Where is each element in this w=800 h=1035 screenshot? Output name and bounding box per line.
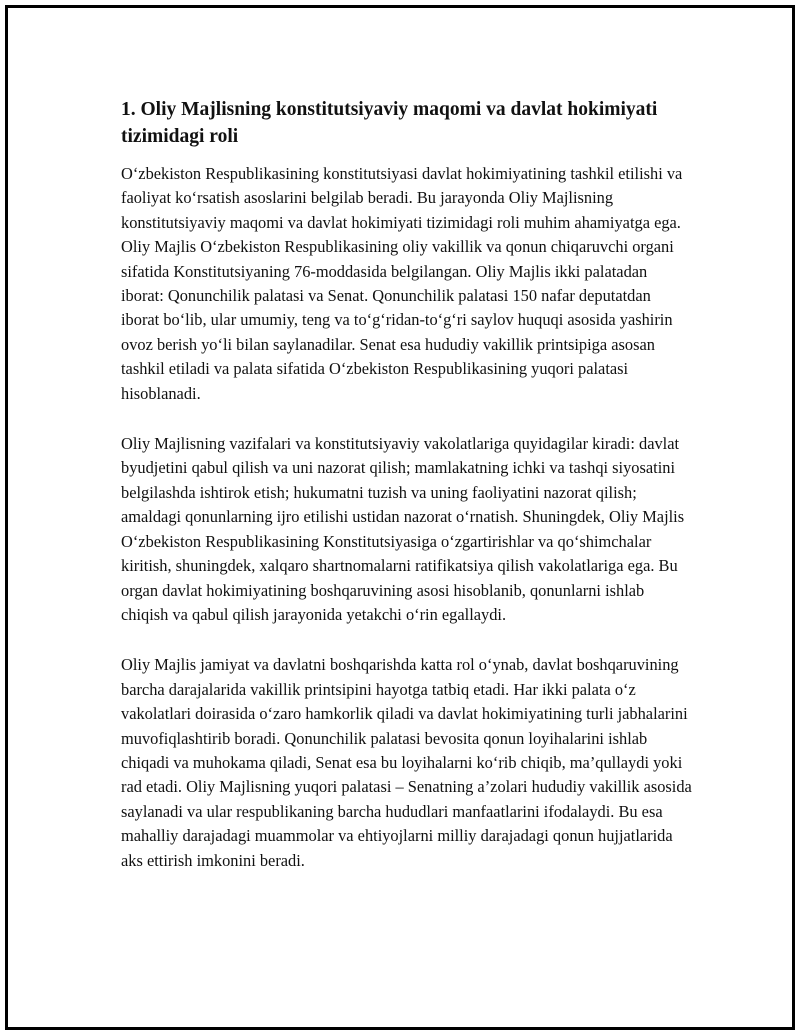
document-title: 1. Oliy Majlisning konstitutsiyaviy maqomi va davlat hokimiyati tizimidagi roli <box>121 99 658 147</box>
paragraph: O‘zbekiston Respublikasining konstitutsiyasi davlat hokimiyatining tashkil etilishi va faoliyat ko‘rsatish asoslarini belgilab beradi. Bu jarayonda Oliy Majlisning konstitutsiyaviy maqomi va davlat hokimiyati tizimidagi roli muhim ahamiyatga ega. Oliy Majlis O‘zbekiston Respublikasining oliy vakillik va qonun chiqaruvchi organi sifatida Konstitutsiyaning 76-moddasida belgilangan. Oliy Majlis ikki palatadan iborat: Qonunchilik palatasi va Senat. Qonunchilik palatasi 150 nafar deputatdan iborat bo‘lib, ular umumiy, teng va to‘g‘ridan-to‘g‘ri saylov huquqi asosida yashirin ovoz berish yo‘li bilan saylanadilar. Senat esa hududiy vakillik printsipiga asosan tashkil etiladi va palata sifatida O‘zbekiston Respublikasining yuqori palatasi hisoblanadi. <box>121 164 683 403</box>
paragraph: Oliy Majlis jamiyat va davlatni boshqarishda katta rol o‘ynab, davlat boshqaruvining barcha darajalarida vakillik printsipini hayotga tatbiq etadi. Har ikki palata o‘z vakolatlari doirasida o‘zaro hamkorlik qiladi va davlat hokimiyatining turli jabhalarini muvofiqlashtirib boradi. Qonunchilik palatasi bevosita qonun loyihalarini ishlab chiqadi va muhokama qiladi, Senat esa bu loyihalarni ko‘rib chiqib, ma’qullaydi yoki rad etadi. Oliy Majlisning yuqori palatasi – Senatning a’zolari hududiy vakillik asosida saylanadi va ular respublikaning barcha hududlari manfaatlarini ifodalaydi. Bu esa mahalliy darajadagi muammolar va ehtiyojlarni milliy darajadagi qonun hujjatlarida aks ettirish imkonini beradi. <box>121 655 692 870</box>
page-frame <box>5 5 795 1030</box>
paragraph: Oliy Majlisning vazifalari va konstitutsiyaviy vakolatlariga quyidagilar kiradi: davlat byudjetini qabul qilish va uni nazorat qilish; mamlakatning ichki va tashqi siyosatini belgilashda ishtirok etish; hukumatni tuzish va uning faoliyatini nazorat qilish; amaldagi qonunlarning ijro etilishi ustidan nazorat o‘rnatish. Shuningdek, Oliy Majlis O‘zbekiston Respublikasining Konstitutsiyasiga o‘zgartirishlar va qo‘shimchalar kiritish, shuningdek, xalqaro shartnomalarni ratifikatsiya qilish vakolatlariga ega. Bu organ davlat hokimiyatining boshqaruvining asosi hisoblanib, qonunlarni ishlab chiqish va qabul qilish jarayonida yetakchi o‘rin egallaydi. <box>121 434 685 624</box>
document-body <box>121 96 693 873</box>
